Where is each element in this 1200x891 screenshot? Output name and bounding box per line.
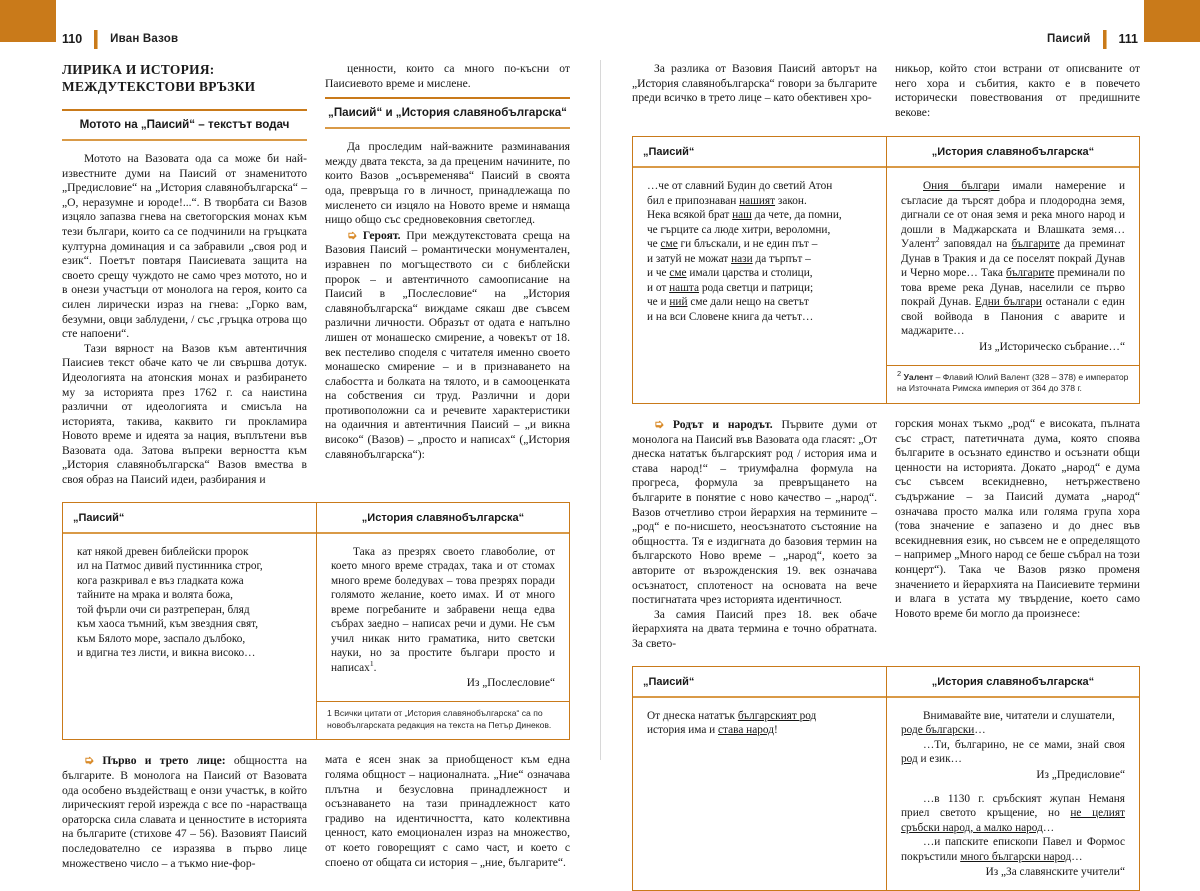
running-head-rule-right <box>1103 30 1107 49</box>
paragraph: Внимавайте вие, читатели и слушатели, роде български… <box>901 709 1115 737</box>
footnote: 1 Всички цитати от „История славянобългарска“ са по новобългарската редакция на текста на Петър Динеков. <box>317 701 569 739</box>
left-lower-columns <box>62 753 570 871</box>
left-lower-column-2 <box>325 753 570 871</box>
quote-line: Внимавайте вие, читатели и слушатели, <box>923 709 1115 722</box>
comparison-table-2 <box>632 136 1140 404</box>
underlined-word: сме <box>669 267 687 280</box>
paragraph: мата е ясен знак за приобщеност към една голяма общност – националната. „Ние“ означава плътна и безусловна принадлежност и осъзнаването на тази принадлежност като градиво на идентичността, като колективна ценност, като емоционален израз на множество, от което говорещият с само част, и което с споено от общата си история – „ние, българите“. <box>325 753 570 869</box>
underlined-phrase: българите <box>1011 238 1060 251</box>
underlined-phrase: роде български <box>901 724 975 737</box>
folio-right: 111 <box>1118 32 1138 46</box>
verse-line: От днеска нататък българският род <box>647 709 817 722</box>
underlined-word: ний <box>669 296 688 309</box>
comparison-head-paisiy: „Паисий“ <box>63 503 316 534</box>
comparison-body-istoria <box>887 168 1139 365</box>
verse-line: и затуй не можат нази да търпът – <box>647 252 811 265</box>
comparison-head-istoria: „История славянобългарска“ <box>887 667 1139 698</box>
paragraph: …Ти, българино, не се мами, знай своя род и език… <box>901 738 1125 766</box>
comparison-body-istoria <box>887 698 1139 891</box>
underlined-phrase: много български народ <box>960 850 1072 863</box>
comparison-cell-istoria <box>886 667 1139 891</box>
comparison-table-1 <box>62 502 570 741</box>
verse-line: бил е припознаван нашият закон. <box>647 194 807 207</box>
verse-line: и от нашта рода светци и патрици; <box>647 281 814 294</box>
verse-line: и на вси Словене книга да четът… <box>647 310 814 323</box>
comparison-head-istoria: „История славянобългарска“ <box>317 503 569 534</box>
paragraph-hero <box>325 228 570 463</box>
verse-line: че сме ги блъскали, и не един път – <box>647 238 818 251</box>
underlined-word: род <box>901 753 918 766</box>
verse-line: …че от славний Будин до светий Атон <box>647 180 833 193</box>
verse-line: кога разкривал е въз гладката кожа <box>77 574 244 587</box>
footnote-ref: 2 <box>935 235 940 245</box>
underlined-word: нашият <box>739 194 776 207</box>
subhead-paisiy-istoria: „Паисий“ и „История славянобългарска“ <box>325 97 570 129</box>
right-mid-column-1 <box>632 417 877 652</box>
comparison-cell-paisiy <box>63 503 316 740</box>
comparison-body-paisiy <box>633 168 886 403</box>
right-mid-columns <box>632 417 1140 652</box>
gutter-divider <box>600 60 601 760</box>
underlined-phrase: Ония българи <box>923 180 1000 193</box>
verse-line: към хаоса тъмний, към звездния свят, <box>77 618 259 631</box>
running-head-label-right: Паисий <box>1047 33 1091 45</box>
comparison-body-paisiy <box>63 534 316 740</box>
underlined-word: наш <box>732 209 752 222</box>
verse-line: кат някой древен библейски пророк <box>77 545 249 558</box>
run-in-head: Родът и народът. <box>672 418 773 432</box>
paragraph-rod-narod <box>632 417 877 608</box>
underlined-phrase: не целият сръбски народ, а малко народ <box>901 807 1125 834</box>
run-in-head: Първо и трето лице: <box>102 754 226 768</box>
right-column-2 <box>895 62 1140 120</box>
quote-text: Така аз презрях своето главоболие, от което много време страдах, така и от стомах много време боледувах – това презрях поради голямото желание, което имах. И от много време погребаните и забравени неща едва събрах заедно – написах речи и думи. Не съм учил никак нито граматика, нито светски науки, но за простите българи просто и написах <box>331 545 555 674</box>
bullet-arrow-icon: ➭ <box>84 753 95 768</box>
subhead-motto: Мотото на „Паисий“ – текстът водач <box>62 109 307 141</box>
left-column-1 <box>62 62 307 488</box>
page-left <box>62 62 570 871</box>
paragraph-body: Първите думи от монолога на Паисий във Вазовата ода гласят: „От днеска нататък българският род / история има и става народ!“ – триумфална формула на прогреса, формула за превръщането на българите в понятие с ново качество – „народ“. Вазов отчетливо строи йерархия на термините – „род“ е по-нисшето, неосъзнатото състояние на общността. Тя е издигната до базовия термин на българското Ново време – „народ“, което за авторите от възрожденския 19. век означава осъзнатост, сплотеност на основата на вече постигнатата чрез историята идентичност. <box>632 418 877 607</box>
folio-left: 110 <box>62 32 83 46</box>
quote-source: Из „Историческо събрание…“ <box>979 340 1125 353</box>
running-head-left <box>62 28 178 50</box>
underlined-phrase: Едни българи <box>975 296 1042 309</box>
comparison-table-3 <box>632 666 1140 891</box>
paragraph: За разлика от Вазовия Паисий авторът на „История славянобългарска“ говори за българите преди всичко в трето лице – като обективен хро- <box>632 62 877 105</box>
verse-line: ил на Патмос дивий пустинника строг, <box>77 560 263 573</box>
underlined-word: сме <box>660 238 678 251</box>
quote-source: Из „За славянските учители“ <box>985 866 1125 879</box>
corner-accent-left <box>0 0 56 42</box>
verse-line: че и ний сме дали нещо на светът <box>647 296 809 309</box>
footnote-text: – Флавий Юлий Валент (328 – 378) е император на Източната Римска империя от 364 до 378 г. <box>897 371 1129 394</box>
underlined-phrase: става народ <box>718 724 774 737</box>
paragraph: Така аз презрях своето главоболие, от което много време страдах, така и от стомах много време боледувах – това презрях поради голямото желание, което имах. И от много време погребаните и забравени неща едва събрах заедно – написах речи и думи. Не съм учил никак нито граматика, нито светски науки, но за простите българи просто и написах$^1$. <box>331 545 555 674</box>
comparison-body-paisiy <box>633 698 886 891</box>
paragraph-body: общността на българите. В монолога на Паисий от Вазовата ода особено въздействащ е онзи участък, в който лирическият герой изрежда с все по -нарастваща ораторска сила славата и ценностите в историята на българите (стихове 47 – 56). Вазовият Паисий последователно се изразява в първо лице множествено число – а тъкмо ние-фор- <box>62 754 307 870</box>
paragraph: горския монах тъкмо „род“ е високата, пълната със страст, патетичната дума, която споява българите в осъзнато единство и осъзнати общи ценности на историята. Докато „народ“ е дума със съвсем всекидневно, нетържествено съдържание – за Паисий думата „народ“ означава просто малка или голяма група хора (това значение е запазено и до днес във всекидневния език, но съвсем не е определящото – например „Много народ се беше събрал на този концерт“). Така че Вазов рязко променя значението и йерархията на Паисиевите термини и влага в устата му твърдение, което само Новото време би могло да произнесе: <box>895 417 1141 620</box>
paragraph: никьор, който стои встрани от описваните от него хора и събития, както е в повечето исторически повествования от предишните векове: <box>895 62 1140 119</box>
paragraph: За самия Паисий през 18. век обаче йерархията на двата термина е точно обратната. За свето- <box>632 607 877 650</box>
paragraph: Да проследим най-важните разминавания между двата текста, за да преценим начините, по които Вазов „осъвременява“ Паисий в своята ода, превръща го в личност, принадлежаща по мисленето си изцяло на Новото време и нямаща нищо общо със средновековния светоглед. <box>325 140 570 227</box>
bullet-arrow-icon: ➭ <box>654 417 665 432</box>
quote-source: Из „Предисловие“ <box>1036 768 1125 781</box>
paragraph: Тази вярност на Вазов към автентичния Паисиев текст обаче като че ли свършва дотук. Идеологията на атонския монах и разбирането му за историята през 1762 г. са наистина различни от идеологията и смисъла на историята, такива, каквито ги прокламира Новото време и идеята за нация, въплътени във Вазовата ода. Затова въпреки верността към „История славянобългарска“ Вазов вмества в своя образ на Паисий идеи, разбирания и <box>62 341 307 487</box>
verse-line: Нека всякой брат наш да чете, да помни, <box>647 209 842 222</box>
right-column-1 <box>632 62 877 120</box>
quote-source: Из „Послесловие“ <box>466 677 555 690</box>
footnote-term: Уалент <box>903 371 934 382</box>
right-mid-column-2 <box>895 417 1140 652</box>
comparison-cell-paisiy <box>633 137 886 403</box>
run-in-head: Героят. <box>362 228 401 242</box>
paragraph: Ония българи имали намерение и съгласие да търсят добра и плодородна земя, дигнали се от оная земя и река много народ и дошли в Маджарската и Влашката земя… Уалент$^2$ заповядал на българите да преминат Дунав в Тракия и да се поселят покрай Дунав и Черно море… Така българите преминали по това време река Дунав, населили се първо покрай Дунав. Едни българи останали с един свой войвода в Панония с аварите и маджарите… <box>901 180 1125 338</box>
footnote-marker: 2 <box>897 369 902 379</box>
running-head-right <box>1047 28 1138 50</box>
comparison-body-istoria <box>317 534 569 702</box>
running-head-label-left: Иван Вазов <box>110 33 179 45</box>
comparison-head-paisiy: „Паисий“ <box>633 137 886 168</box>
verse-line: той фърли очи си разтреперан, бляд <box>77 603 250 616</box>
paragraph: …и папските епископи Павел и Формос покръстили много български народ… <box>901 836 1125 863</box>
underlined-word: нази <box>731 252 753 265</box>
comparison-head-istoria: „История славянобългарска“ <box>887 137 1139 168</box>
left-upper-columns <box>62 62 570 488</box>
underlined-phrase: българският род <box>737 709 817 722</box>
comparison-head-paisiy: „Паисий“ <box>633 667 886 698</box>
footnote <box>887 365 1139 403</box>
running-head-rule-left <box>94 30 98 49</box>
paragraph: Мотото на Вазовата ода са може би най-известните думи на Паисий от знаменитото „Предисловие“ на „История славянобългарска“ – „О, неразумне и юроде!...“. В творбата си Вазов изцяло запазва гнева на светогорския монах към тези българи, които са се подчинили на гръцката културна доминация и са забравили „своя род и език“. Поетът повтаря Паисиевата защита на своето срещу чуждото не само чрез мотото, но и в онези участъци от монолога на героя, които са силен лирически израз на гнева: „Горко вам, безумни, овци заблудени, / със ,гръцка отрова що сте напоени“. <box>62 152 307 341</box>
paragraph: …в 1130 г. сръбският жупан Неманя приел светото кръщение, но не целият сръбски народ, а малко народ… <box>901 792 1125 834</box>
verse-line: тайните на мрака и волята божа, <box>77 589 233 602</box>
verse-line: и че сме имали царства и столици, <box>647 267 813 280</box>
left-lower-column-1 <box>62 753 307 871</box>
corner-accent-right <box>1144 0 1200 42</box>
bullet-arrow-icon: ➭ <box>347 227 358 242</box>
comparison-cell-istoria <box>886 137 1139 403</box>
left-column-2 <box>325 62 570 488</box>
footnote-ref: 1 <box>369 658 374 668</box>
right-upper-columns <box>632 62 1140 120</box>
page-title: ЛИРИКА И ИСТОРИЯ: МЕЖДУТЕКСТОВИ ВРЪЗКИ <box>62 62 256 94</box>
comparison-cell-istoria <box>316 503 569 740</box>
paragraph: ценности, които са много по-късни от Паисиевото време и мислене. <box>325 62 570 90</box>
verse-line: към Бялото море, заспало дълбоко, <box>77 632 246 645</box>
comparison-cell-paisiy <box>633 667 886 891</box>
verse-line: история има и става народ! <box>647 724 778 737</box>
underlined-word: нашта <box>669 281 699 294</box>
verse-line: и вдигна тез листи, и викна високо… <box>77 647 256 660</box>
verse-line: че гърците са люде хитри, вероломни, <box>647 223 831 236</box>
page-right <box>632 62 1140 891</box>
paragraph-first-third-person <box>62 753 307 871</box>
underlined-phrase: българите <box>1006 267 1055 280</box>
paragraph-body: При междутекстовата среща на Вазовия Паисий – романтически монументален, изравнен по могъществото си с библейски пророк – и автентичното самоописание на Паисий в „Послесловие“ на „История славянобългарска“ виждаме сякаш две съвсем различни личности. Образът от одата е напълно лишен от монашеско смирение, а човекът от 18. век пестеливо споделя с читателя именно своето монашеско смирение – и в признаването на слабостта и болката на тялото, и в самооценката на собствения си труд. Различни и дори противоположни са и речевите характеристики на одаичния и автентичния Паисий – „и викна високо“ (Вазов) – „просто и написах“ („История славянобългарска“): <box>325 228 570 461</box>
